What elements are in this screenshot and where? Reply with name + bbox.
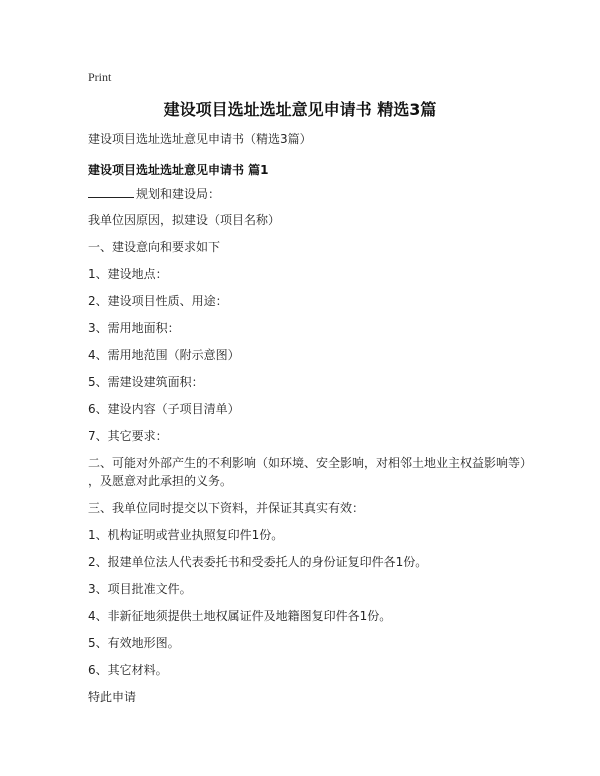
paragraph: 5、有效地形图。: [88, 636, 180, 650]
paragraph: 一、建设意向和要求如下: [88, 240, 221, 254]
paragraph: 4、非新征地须提供土地权属证件及地籍图复印件各1份。: [88, 609, 392, 623]
print-link[interactable]: Print: [88, 70, 112, 84]
paragraph: 4、需用地范围（附示意图）: [88, 348, 240, 362]
document-subtitle: 建设项目选址选址意见申请书（精选3篇）: [88, 132, 312, 146]
paragraph: 2、报建单位法人代表委托书和受委托人的身份证复印件各1份。: [88, 555, 428, 569]
section-heading: 建设项目选址选址意见申请书 篇1: [88, 163, 269, 177]
paragraph: 5、需建设建筑面积：: [88, 375, 204, 389]
paragraph: 3、项目批准文件。: [88, 582, 192, 596]
paragraph: 7、其它要求：: [88, 429, 168, 443]
paragraph: 2、建设项目性质、用途：: [88, 294, 228, 308]
addressee-line: [88, 185, 528, 204]
paragraph: 1、建设地点：: [88, 267, 168, 281]
paragraph: 6、建设内容（子项目清单）: [88, 402, 240, 416]
paragraph: 1、机构证明或营业执照复印件1份。: [88, 528, 284, 542]
paragraph: 3、需用地面积：: [88, 321, 180, 335]
paragraph: 三、我单位同时提交以下资料，并保证其真实有效：: [88, 501, 365, 515]
blank-underline: [88, 185, 134, 198]
document-title: 建设项目选址选址意见申请书 精选3篇: [163, 100, 437, 119]
paragraph: ，及愿意对此承担的义务。: [88, 474, 233, 488]
paragraph: 二、可能对外部产生的不利影响（如环境、安全影响，对相邻土地业主权益影响等）: [88, 456, 533, 470]
paragraph: 我单位因原因，拟建设（项目名称）: [88, 213, 281, 227]
paragraph: 6、其它材料。: [88, 663, 168, 677]
paragraph: 特此申请: [88, 690, 137, 704]
addressee-text: 规划和建设局：: [136, 187, 221, 201]
